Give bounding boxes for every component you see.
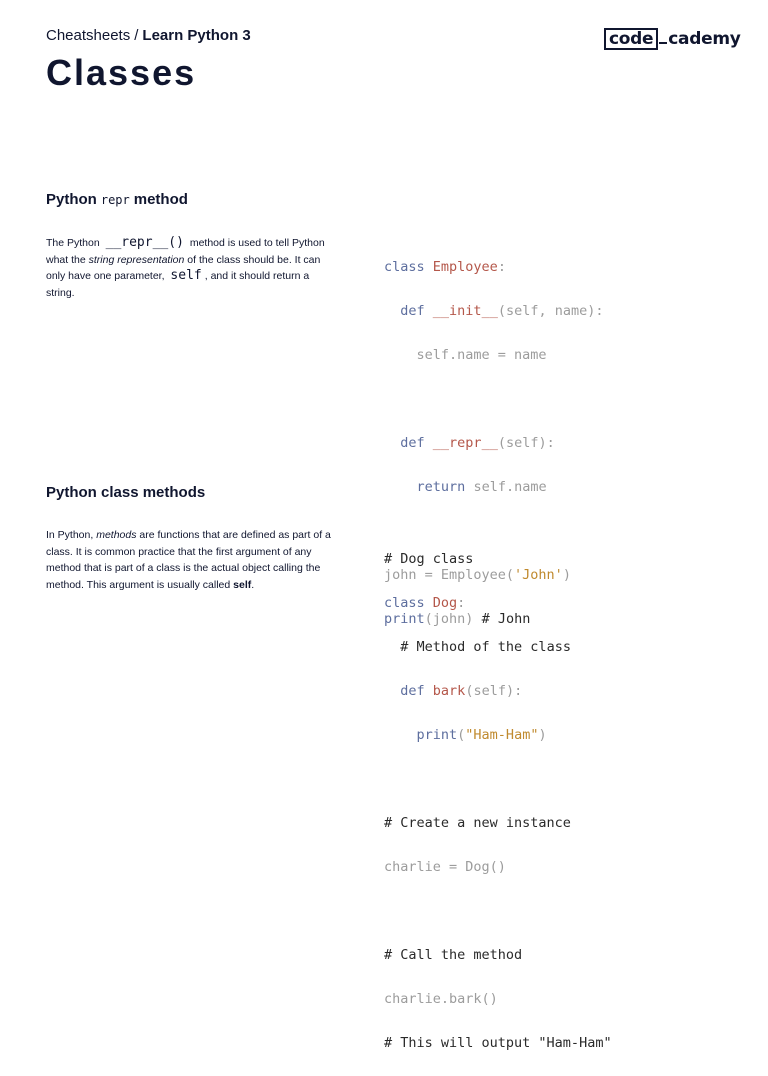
code-line (384, 548, 612, 570)
code-blank-line (384, 768, 612, 790)
section-description-class-methods (46, 527, 336, 593)
codecademy-logo[interactable] (604, 28, 741, 50)
breadcrumb-link-cheatsheets[interactable]: Cheatsheets (46, 27, 131, 44)
code-line (384, 1032, 612, 1054)
code-comment: # John (481, 611, 531, 627)
desc-text: of the class should be. It can only have one parameter, (46, 253, 321, 282)
code-punct: : (497, 259, 506, 275)
code-class-name: Employee (432, 259, 498, 275)
breadcrumb-separator: / (134, 27, 139, 44)
logo-code-box: code (604, 28, 658, 50)
heading-code: repr (100, 193, 130, 207)
code-line (384, 256, 604, 278)
code-args: (self): (465, 683, 523, 699)
desc-emphasis: string representation (88, 253, 185, 266)
code-line (384, 344, 604, 366)
heading-prefix: Python (46, 191, 97, 208)
code-function-name: bark (432, 683, 466, 699)
code-args: (self, name): (497, 303, 604, 319)
logo-cursor-icon (659, 42, 667, 44)
code-keyword: class (384, 595, 425, 611)
logo-cademy: cademy (668, 29, 741, 49)
code-line (384, 944, 612, 966)
code-line (384, 988, 612, 1010)
code-line (384, 856, 612, 878)
desc-text: , and it should return a string. (46, 270, 310, 299)
section-heading-class-methods: Python class methods (46, 484, 206, 501)
code-statement: john = Employee( (384, 567, 515, 583)
section-description-repr (46, 235, 336, 301)
inline-code: self (170, 268, 202, 283)
inline-code: __repr__() (105, 235, 184, 250)
code-line (384, 476, 604, 498)
code-args: (self): (497, 435, 555, 451)
code-comment: # Method of the class (400, 639, 571, 655)
code-line (384, 812, 612, 834)
code-line (384, 300, 604, 322)
code-line (384, 432, 604, 454)
code-statement: charlie = Dog() (384, 859, 506, 875)
code-args: (john) (424, 611, 474, 627)
desc-strong: self (233, 578, 252, 591)
heading-suffix: method (133, 191, 188, 208)
code-line (384, 680, 612, 702)
code-statement: self.name (473, 479, 547, 495)
code-blank-line (384, 900, 612, 922)
code-builtin: print (416, 727, 458, 743)
code-line (384, 636, 612, 658)
code-comment: # Dog class (384, 551, 474, 567)
code-comment: # Create a new instance (384, 815, 571, 831)
desc-text: In Python, (46, 529, 94, 541)
code-keyword: return (416, 479, 466, 495)
code-class-name: Dog (432, 595, 458, 611)
code-function-name: __init__ (432, 303, 498, 319)
code-blank-line (384, 388, 604, 410)
section-heading-repr (46, 191, 188, 208)
page-title: Classes (46, 52, 197, 93)
code-statement: charlie.bark() (384, 991, 498, 1007)
desc-text: . (251, 578, 255, 591)
code-line (384, 724, 612, 746)
breadcrumb (46, 27, 251, 44)
code-function-name: __repr__ (432, 435, 498, 451)
desc-emphasis: methods (96, 529, 137, 541)
code-comment: # Call the method (384, 947, 523, 963)
code-comment: # This will output "Ham-Ham" (384, 1035, 612, 1051)
code-keyword: def (400, 435, 425, 451)
code-builtin: print (384, 611, 425, 627)
code-line (384, 592, 612, 614)
code-punct: : (457, 595, 466, 611)
code-statement: self.name = name (416, 347, 547, 363)
code-keyword: class (384, 259, 425, 275)
breadcrumb-link-learn-python-3[interactable]: Learn Python 3 (142, 27, 251, 44)
code-string: "Ham-Ham" (465, 727, 539, 743)
code-punct: ) (538, 727, 547, 743)
desc-text: The Python (46, 237, 100, 249)
code-punct: ( (457, 727, 466, 743)
code-keyword: def (400, 303, 425, 319)
desc-text: method is used to tell Python what the (46, 237, 325, 266)
code-punct: ) (562, 567, 571, 583)
code-keyword: def (400, 683, 425, 699)
code-string: 'John' (514, 567, 563, 583)
code-block-class-methods (384, 526, 612, 1076)
desc-text: are functions that are defined as part of a class. It is common practice that the first argument of any method that is part of a class is the actual object calling the method. This argument is usually called (46, 529, 331, 591)
